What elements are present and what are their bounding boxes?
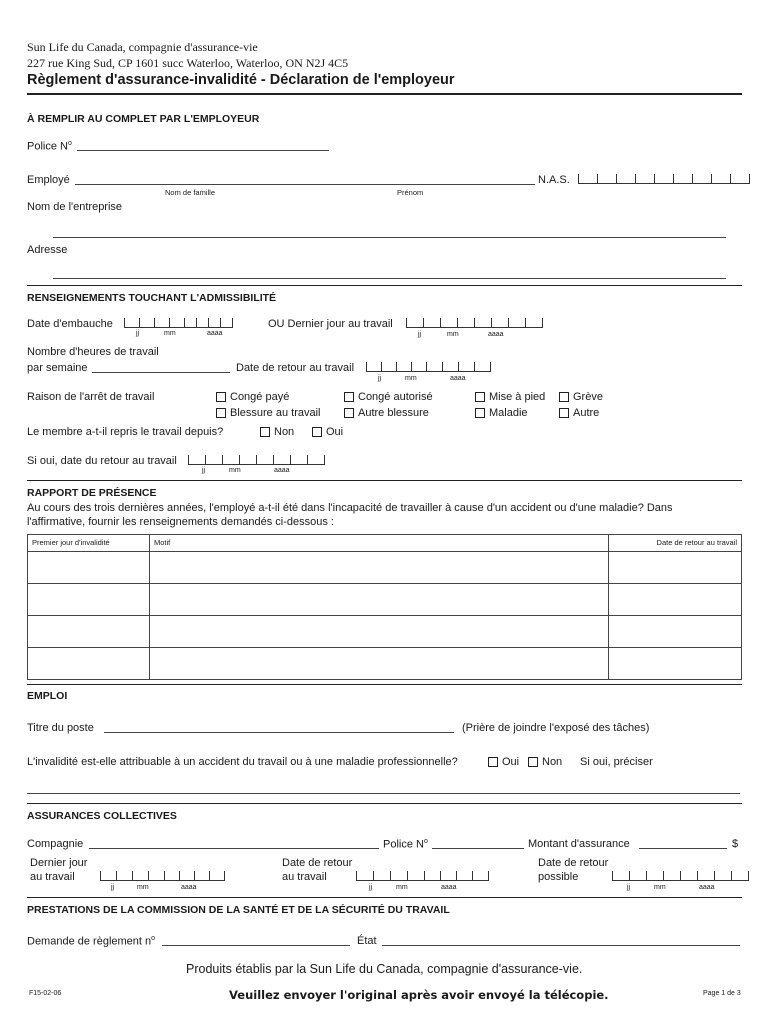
gi-return-label-2: au travail [282,871,327,883]
aaaa-label: aaaa [699,884,715,891]
if-yes-return-field[interactable] [188,455,325,465]
attendance-table [27,534,742,680]
table-cell[interactable] [150,552,609,584]
employee-label: Employé [27,174,70,186]
checkbox-autre[interactable] [559,408,569,418]
cnesst-heading: PRESTATIONS DE LA COMMISSION DE LA SANTÉ ET DE LA SÉCURITÉ DU TRAVAIL [27,904,450,916]
hire-date-label: Date d'embauche [27,318,113,330]
company-name: Sun Life du Canada, compagnie d'assurance-vie [27,40,258,54]
table-cell[interactable] [609,616,742,648]
aaaa-label: aaaa [207,330,223,337]
gi-possible-label: Date de retour [538,857,609,869]
table-cell[interactable] [28,552,150,584]
resumed-oui-label: Oui [326,426,344,438]
mm-label: mm [229,467,241,474]
page-number: Page 1 de 3 [703,990,741,997]
section-rule [27,803,742,804]
jj-label: jj [418,331,422,338]
section-rule [27,897,742,898]
specify-label: Si oui, préciser [580,756,653,768]
reason-autre: Autre [573,407,600,419]
claim-label: Demande de règlement $n^o$ [27,935,156,948]
gi-possible-field[interactable] [612,871,749,881]
title-rule [27,93,742,95]
reason-blessure-travail: Blessure au travail [230,407,321,419]
table-cell[interactable] [609,648,742,680]
job-note: (Prière de joindre l'exposé des tâches) [462,722,650,734]
mm-label: mm [447,331,459,338]
form-code: F15-02-06 [29,990,62,997]
checkbox-maladie[interactable] [475,408,485,418]
if-yes-return-label: Si oui, date du retour au travail [27,455,177,467]
last-day-field[interactable] [406,318,543,328]
gi-possible-label-2: possible [538,871,579,883]
checkbox-blessure-travail[interactable] [216,408,226,418]
policy-field[interactable] [77,150,329,151]
jj-label: jj [136,330,140,337]
table-cell[interactable] [28,616,150,648]
aaaa-label: aaaa [441,884,457,891]
reason-label: Raison de l'arrêt de travail [27,391,155,403]
table-cell[interactable] [609,584,742,616]
gi-last-day-field[interactable] [100,871,225,881]
last-name-label: Nom de famille [165,188,216,197]
employee-name-field[interactable] [75,184,535,185]
company-name-field[interactable] [53,237,726,238]
fax-note: Veuillez envoyer l'original après avoir envoyé la télécopie. [229,988,609,1002]
status-field[interactable] [382,945,740,946]
first-name-label: Prénom [397,188,424,197]
table-row [28,616,742,648]
mm-label: mm [137,884,149,891]
address-label: Adresse [27,244,68,256]
checkbox-mise-a-pied[interactable] [475,392,485,402]
insurance-company-label: Compagnie [27,838,84,850]
mm-label: mm [396,884,408,891]
section-rule [27,480,742,481]
claim-field[interactable] [162,945,350,946]
reason-conge-paye: Congé payé [230,391,290,403]
reason-autre-blessure: Autre blessure [358,407,429,419]
gi-return-label: Date de retour [282,857,353,869]
products-note: Produits établis par la Sun Life du Canada, compagnie d'assurance-vie. [186,962,583,976]
table-cell[interactable] [609,552,742,584]
hours-label-2: par semaine [27,362,88,374]
company-address: 227 rue King Sud, CP 1601 succ Waterloo, Waterloo, ON N2J 4C5 [27,56,349,70]
table-cell[interactable] [150,584,609,616]
amount-field[interactable] [639,848,727,849]
insurance-policy-label: Police $N^o$ [383,838,428,851]
col-return-date: Date de retour au travail [609,535,742,552]
table-cell[interactable] [150,648,609,680]
table-row [28,584,742,616]
checkbox-work-oui[interactable] [488,757,498,767]
hours-field[interactable] [92,372,230,373]
aaaa-label: aaaa [181,884,197,891]
amount-label: Montant d'assurance [528,838,630,850]
attendance-text-2: l'affirmative, fournir les renseignements demandés ci-dessous : [27,516,334,528]
reason-maladie: Maladie [489,407,528,419]
policy-label: Police $N^o$ [27,140,72,153]
checkbox-resumed-oui[interactable] [312,427,322,437]
col-reason: Motif [150,535,609,552]
aaaa-label: aaaa [488,331,504,338]
checkbox-work-non[interactable] [528,757,538,767]
specify-field[interactable] [27,793,740,794]
aaaa-label: aaaa [450,375,466,382]
jj-label: jj [369,884,373,891]
work-non-label: Non [542,756,563,768]
address-field[interactable] [53,278,726,279]
insurance-policy-field[interactable] [432,848,524,849]
group-insurance-heading: ASSURANCES COLLECTIVES [27,810,177,822]
attendance-heading: RAPPORT DE PRÉSENCE [27,487,157,499]
job-title-label: Titre du poste [27,722,94,734]
currency-symbol: $ [732,838,739,850]
page-title: Règlement d'assurance-invalidité - Déclaration de l'employeur [27,72,455,88]
job-title-field[interactable] [104,732,454,733]
resumed-non-label: Non [274,426,295,438]
table-cell[interactable] [28,648,150,680]
table-cell[interactable] [28,584,150,616]
jj-label: jj [111,884,115,891]
insurance-company-field[interactable] [89,848,379,849]
mm-label: mm [405,375,417,382]
jj-label: jj [202,467,206,474]
checkbox-greve[interactable] [559,392,569,402]
table-cell[interactable] [150,616,609,648]
col-first-day: Premier jour d'invalidité [28,535,150,552]
status-label: État [357,935,377,947]
company-name-label: Nom de l'entreprise [27,201,123,213]
checkbox-resumed-non[interactable] [260,427,270,437]
gi-return-field[interactable] [356,871,489,881]
table-row [28,648,742,680]
aaaa-label: aaaa [274,467,290,474]
section-rule [27,684,742,685]
eligibility-heading: RENSEIGNEMENTS TOUCHANT L'ADMISSIBILITÉ [27,292,277,304]
reason-mise-a-pied: Mise à pied [489,391,546,403]
mm-label: mm [654,884,666,891]
section-rule [27,285,742,286]
table-row [28,552,742,584]
employment-heading: EMPLOI [27,690,68,702]
attendance-text: Au cours des trois dernières années, l'employé a-t-il été dans l'incapacité de travailler à cause d'un accident ou d'une maladie? Dans [27,502,673,514]
resumed-label: Le membre a-t-il repris le travail depuis? [27,426,224,438]
reason-greve: Grève [573,391,603,403]
checkbox-autre-blessure[interactable] [344,408,354,418]
return-date-field[interactable] [366,362,491,372]
mm-label: mm [164,330,176,337]
reason-conge-autorise: Congé autorisé [358,391,433,403]
gi-last-day-label: Dernier jour [30,857,88,869]
sin-field[interactable] [578,174,750,184]
return-date-label: Date de retour au travail [236,362,355,374]
checkbox-conge-paye[interactable] [216,392,226,402]
gi-last-day-label-2: au travail [30,871,75,883]
sin-label: N.A.S. [538,174,570,186]
hours-label: Nombre d'heures de travail [27,346,159,358]
last-day-label: OU Dernier jour au travail [268,318,393,330]
employer-heading: À REMPLIR AU COMPLET PAR L'EMPLOYEUR [27,113,260,125]
hire-date-field[interactable] [124,318,233,328]
jj-label: jj [627,884,631,891]
work-related-label: L'invalidité est-elle attribuable à un accident du travail ou à une maladie professionnelle? [27,756,458,768]
checkbox-conge-autorise[interactable] [344,392,354,402]
work-oui-label: Oui [502,756,520,768]
jj-label: jj [378,375,382,382]
